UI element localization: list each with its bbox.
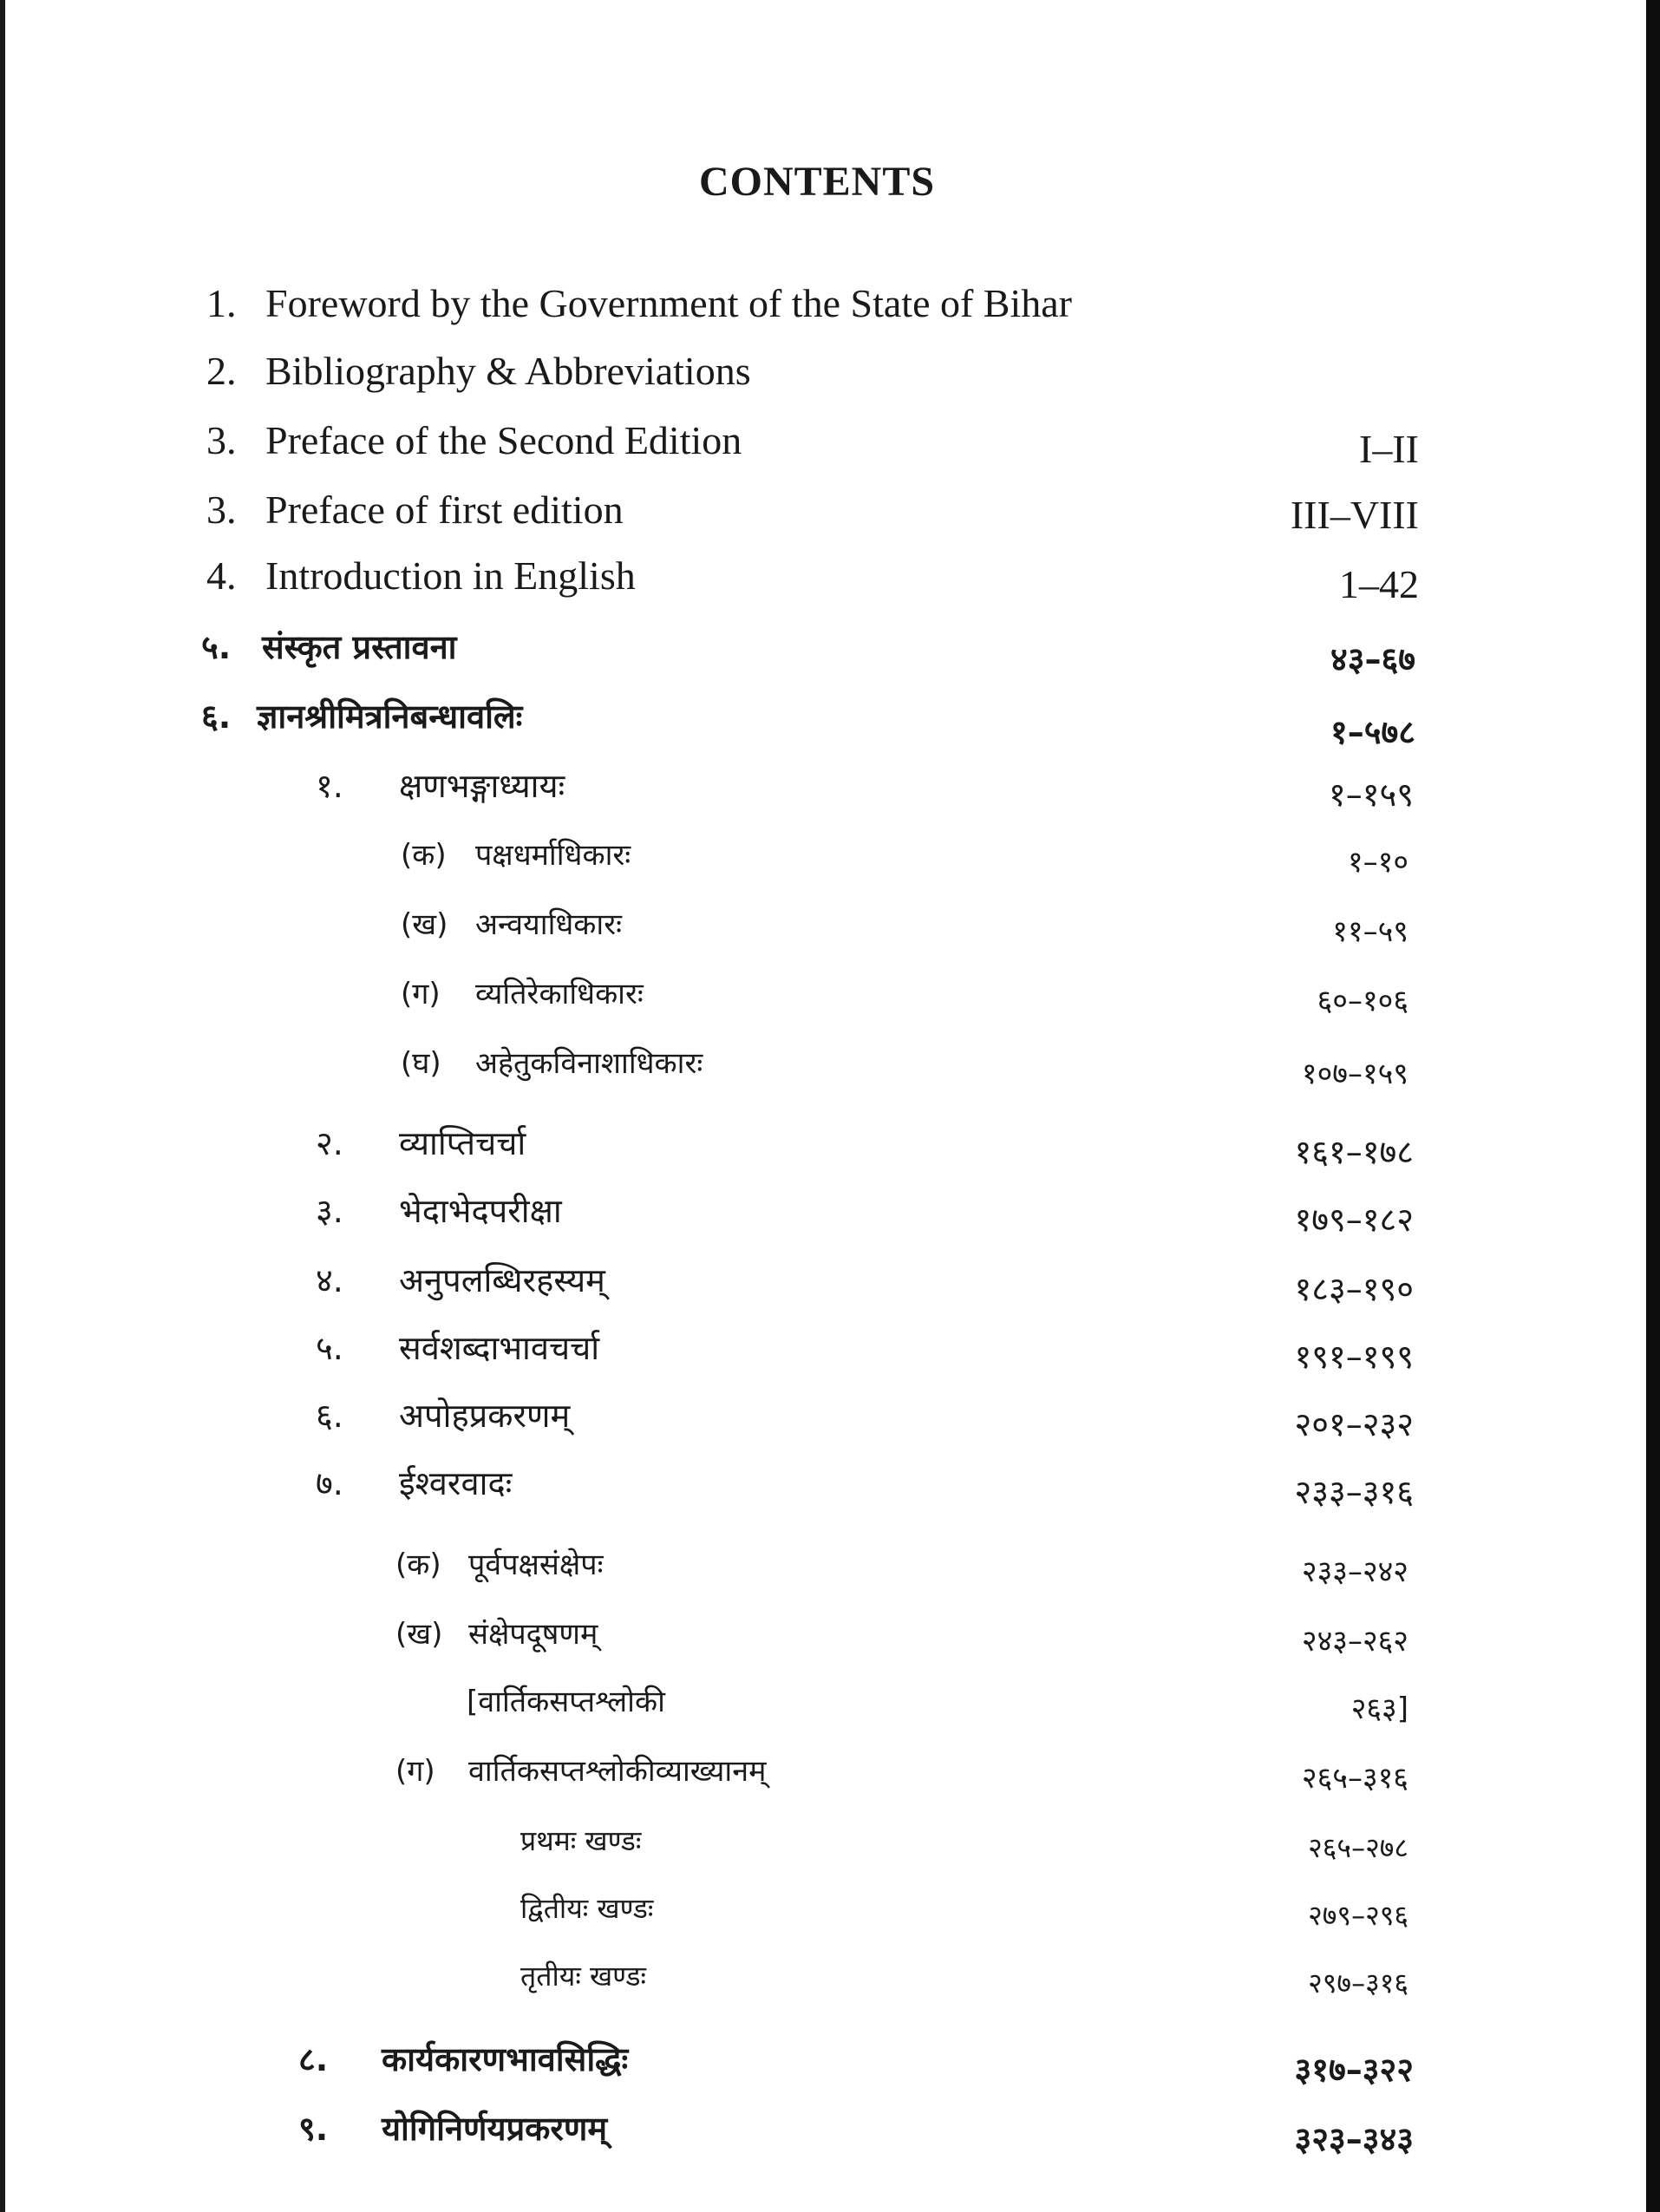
entry-page: ३२३–३४३	[1294, 2120, 1414, 2158]
toc-entry	[0, 1254, 1660, 1306]
entry-label: योगिनिर्णयप्रकरणम्	[382, 2110, 608, 2148]
entry-label: Foreword by the Government of the State of Bihar	[265, 281, 1072, 325]
entry-page: २७९–२९६	[1308, 1899, 1408, 1932]
entry-label: तृतीयः खण्डः	[520, 1960, 646, 1993]
entry-page: २६५–२७८	[1308, 1831, 1408, 1864]
entry-label: ज्ञानश्रीमित्रनिबन्धावलिः	[257, 697, 523, 736]
toc-entry	[0, 1745, 1660, 1797]
toc-entry	[0, 484, 1660, 536]
entry-page: २०१–२३२	[1294, 1405, 1414, 1443]
entry-number: (क)	[401, 838, 447, 873]
toc-entry	[0, 550, 1660, 606]
entry-page: ११–५९	[1332, 914, 1408, 949]
entry-number: १.	[316, 767, 343, 805]
entry-number: (ख)	[401, 907, 448, 942]
toc-entry	[0, 1390, 1660, 1442]
entry-label: अहेतुकविनाशाधिकारः	[475, 1046, 703, 1081]
toc-entry	[0, 1185, 1660, 1237]
toc-entry	[0, 1950, 1660, 2002]
entry-page: १६१–१७८	[1294, 1133, 1414, 1171]
entry-page: १–५७८	[1330, 713, 1415, 751]
entry-number: २.	[316, 1124, 343, 1162]
toc-entry	[0, 621, 1660, 678]
toc-entry	[0, 1676, 1660, 1728]
toc-entry	[0, 1037, 1660, 1090]
entry-page: २६३]	[1350, 1692, 1408, 1726]
toc-entry	[0, 1322, 1660, 1374]
entry-label: व्यतिरेकाधिकारः	[475, 977, 644, 1011]
scan-edge-left	[0, 0, 5, 2212]
entry-label: द्वितीयः खण्डः	[520, 1892, 654, 1925]
entry-label: पूर्वपक्षसंक्षेपः	[468, 1548, 604, 1582]
entry-page: २६५–३१६	[1301, 1761, 1408, 1796]
entry-page: ३१७–३२२	[1294, 2051, 1414, 2089]
entry-page: १–१५९	[1328, 776, 1414, 814]
entry-label: ईश्वरवादः	[399, 1464, 513, 1502]
entry-number: ८.	[298, 2040, 329, 2078]
entry-number: 3.	[206, 488, 237, 532]
toc-entry	[0, 345, 1660, 397]
toc-entry	[0, 760, 1660, 812]
entry-page: १७९–१८२	[1294, 1201, 1414, 1239]
entry-page: १९१–१९९	[1294, 1338, 1414, 1376]
entry-number: ४.	[316, 1261, 343, 1299]
entry-page: I–II	[1359, 427, 1419, 471]
entry-number: 4.	[206, 553, 237, 598]
entry-label: पक्षधर्माधिकारः	[475, 838, 631, 873]
entry-label: अनुपलब्धिरहस्यम्	[399, 1261, 605, 1299]
entry-label: संक्षेपदूषणम्	[468, 1617, 598, 1652]
entry-number: ९.	[298, 2110, 329, 2148]
entry-label: प्रथमः खण्डः	[520, 1824, 642, 1857]
entry-page: 1–42	[1339, 562, 1419, 606]
toc-entry	[0, 968, 1660, 1020]
entry-label: व्याप्तिचर्चा	[399, 1124, 526, 1162]
entry-number: (ग)	[395, 1754, 435, 1789]
entry-label: सर्वशब्दाभावचर्चा	[399, 1329, 600, 1367]
toc-entry	[0, 1539, 1660, 1591]
entry-label: भेदाभेदपरीक्षा	[399, 1192, 562, 1230]
entry-number: ३.	[316, 1192, 343, 1230]
toc-entry	[0, 415, 1660, 471]
toc-entry	[0, 1815, 1660, 1867]
entry-number: ६.	[201, 697, 232, 736]
toc-entry	[0, 278, 1660, 330]
entry-number: (ख)	[395, 1617, 443, 1652]
entry-label: [वार्तिकसप्तश्लोकी	[467, 1685, 665, 1719]
toc-entry	[0, 1608, 1660, 1660]
entry-label: Preface of the Second Edition	[265, 418, 742, 462]
toc-entry	[0, 829, 1660, 881]
entry-page: २९७–३१६	[1308, 1967, 1408, 1999]
toc-entry	[0, 899, 1660, 951]
entry-page: ४३–६७	[1330, 640, 1415, 678]
entry-number: (ग)	[401, 977, 441, 1011]
entry-page: २४३–२६२	[1301, 1624, 1408, 1659]
toc-entry	[0, 2033, 1660, 2089]
entry-number: 1.	[206, 281, 237, 325]
entry-page: २३३–२४२	[1301, 1554, 1408, 1589]
toc-entry	[0, 690, 1660, 751]
toc-entry	[0, 1117, 1660, 1169]
entry-number: ५.	[316, 1329, 343, 1367]
entry-label: अन्वयाधिकारः	[475, 907, 622, 942]
entry-label: Bibliography & Abbreviations	[265, 349, 751, 393]
entry-label: कार्यकारणभावसिद्धिः	[382, 2040, 629, 2078]
entry-number: 3.	[206, 418, 237, 462]
scan-edge-right	[1646, 0, 1660, 2212]
entry-page: १८३–१९०	[1294, 1270, 1414, 1308]
entry-label: वार्तिकसप्तश्लोकीव्याख्यानम्	[468, 1754, 767, 1789]
entry-label: Preface of first edition	[265, 488, 624, 532]
entry-number: 2.	[206, 349, 237, 393]
toc-entry	[0, 1457, 1660, 1509]
entry-label: अपोहप्रकरणम्	[399, 1397, 571, 1435]
entry-page: २३३–३१६	[1294, 1473, 1414, 1511]
entry-label: क्षणभङ्गाध्यायः	[399, 767, 565, 805]
entry-page: १०७–१५९	[1301, 1057, 1408, 1091]
toc-entry	[0, 2103, 1660, 2158]
entry-number: (घ)	[401, 1046, 441, 1081]
toc-entry	[0, 1882, 1660, 1934]
entry-label: संस्कृत प्रस्तावना	[262, 628, 457, 666]
entry-page: III–VIII	[1290, 493, 1419, 537]
page-title: CONTENTS	[698, 159, 936, 205]
entry-number: ५.	[201, 628, 232, 666]
entry-label: Introduction in English	[265, 553, 636, 598]
entry-number: (क)	[395, 1548, 441, 1582]
entry-number: ७.	[316, 1464, 343, 1502]
entry-page: ६०–१०६	[1317, 984, 1408, 1018]
entry-number: ६.	[316, 1397, 343, 1435]
entry-page: १–१०	[1347, 845, 1408, 880]
